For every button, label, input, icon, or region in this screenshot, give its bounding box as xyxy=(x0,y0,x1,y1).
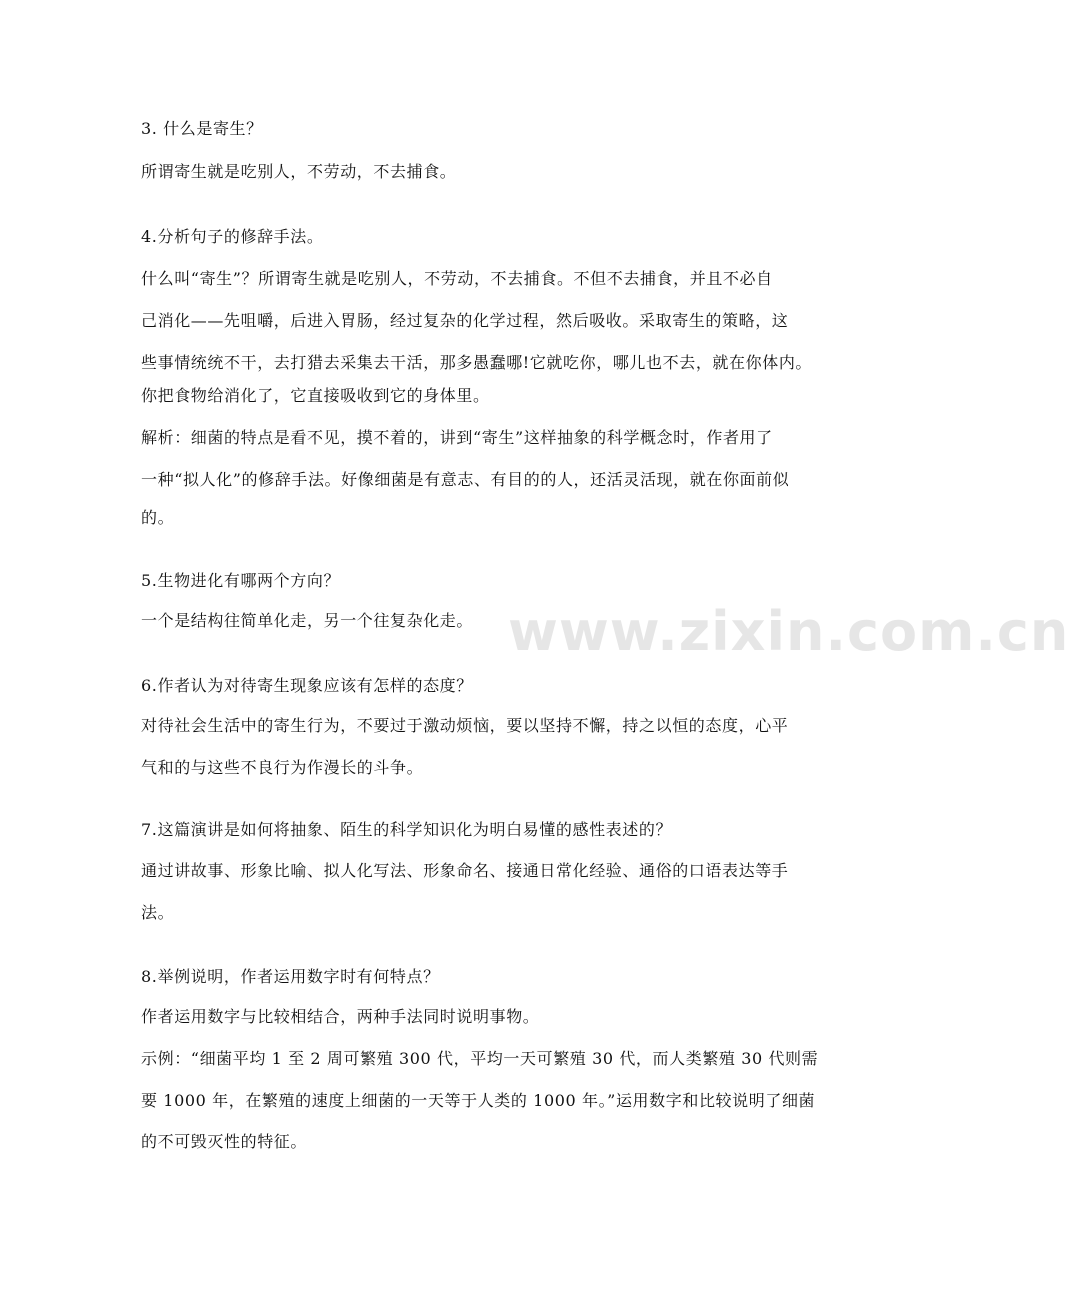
example-line: 示例：“细菌平均 1 至 2 周可繁殖 300 代，平均一天可繁殖 30 代，而人类繁殖 30 代则需 xyxy=(141,1049,819,1068)
example-line: 要 1000 年，在繁殖的速度上细菌的一天等于人类的 1000 年。”运用数字和比较说明了细菌 xyxy=(141,1091,816,1110)
analysis-line: 一种“拟人化”的修辞手法。好像细菌是有意志、有目的的人，还活灵活现，就在你面前似 xyxy=(141,470,790,489)
answer-7: 通过讲故事、形象比喻、拟人化写法、形象命名、接通日常化经验、通俗的口语表达等手 xyxy=(141,861,789,880)
question-6: 6.作者认为对待寄生现象应该有怎样的态度？ xyxy=(141,676,473,695)
answer-6: 气和的与这些不良行为作漫长的斗争。 xyxy=(141,758,424,777)
quote-line: 些事情统统不干，去打猎去采集去干活，那多愚蠢哪!它就吃你，哪儿也不去，就在你体内。 xyxy=(141,353,813,372)
analysis-line: 的。 xyxy=(141,508,175,527)
question-3: 3. 什么是寄生？ xyxy=(141,119,263,138)
answer-3: 所谓寄生就是吃别人，不劳动，不去捕食。 xyxy=(141,162,457,181)
quote-line: 你把食物给消化了，它直接吸收到它的身体里。 xyxy=(141,386,490,405)
example-line: 的不可毁灭性的特征。 xyxy=(141,1132,308,1151)
answer-7: 法。 xyxy=(141,903,175,922)
analysis-line: 解析：细菌的特点是看不见，摸不着的，讲到“寄生”这样抽象的科学概念时，作者用了 xyxy=(141,428,773,447)
answer-5: 一个是结构往简单化走，另一个往复杂化走。 xyxy=(141,611,474,630)
answer-6: 对待社会生活中的寄生行为，不要过于激动烦恼，要以坚持不懈，持之以恒的态度，心平 xyxy=(141,716,789,735)
question-4: 4.分析句子的修辞手法。 xyxy=(141,227,324,246)
question-7: 7.这篇演讲是如何将抽象、陌生的科学知识化为明白易懂的感性表述的？ xyxy=(141,820,673,839)
question-8: 8.举例说明，作者运用数字时有何特点？ xyxy=(141,967,440,986)
watermark: www.zixin.com.cn xyxy=(508,600,1069,663)
quote-line: 什么叫“寄生”？所谓寄生就是吃别人，不劳动，不去捕食。不但不去捕食，并且不必自 xyxy=(141,269,773,288)
question-5: 5.生物进化有哪两个方向？ xyxy=(141,571,341,590)
quote-line: 己消化——先咀嚼，后进入胃肠，经过复杂的化学过程，然后吸收。采取寄生的策略，这 xyxy=(141,311,789,330)
answer-8: 作者运用数字与比较相结合，两种手法同时说明事物。 xyxy=(141,1007,540,1026)
